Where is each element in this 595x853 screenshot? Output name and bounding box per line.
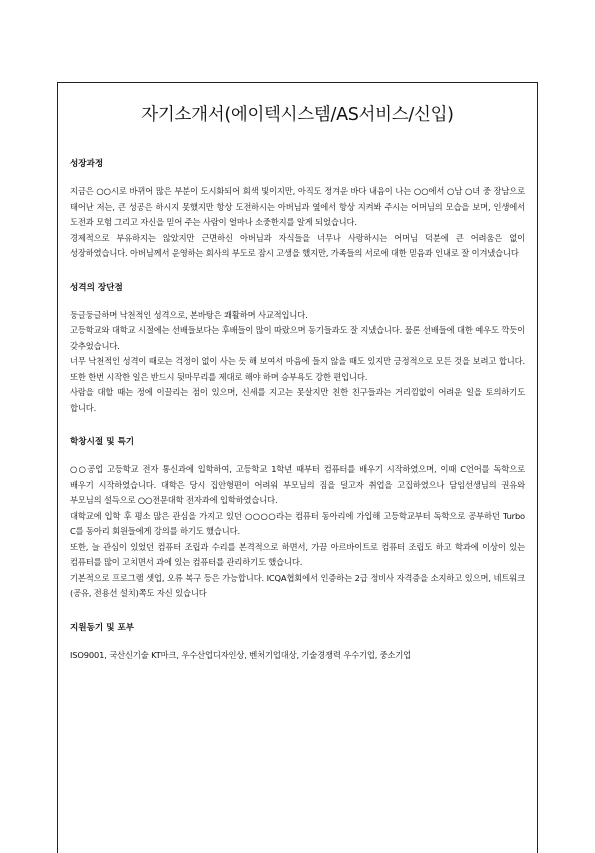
section-heading: 성격의 장단점 <box>70 282 123 293</box>
section-heading: 학창시절 및 특기 <box>70 437 135 447</box>
paragraph: 경제적으로 부유하지는 않았지만 근면하신 아버님과 자식들을 너무나 사랑하시는 어머님 덕분에 큰 어려움은 없이 성장하였습니다. 아버님께서 운영하는 회사의 부도로 잠시 고생을 했지만, 가족들의 서로에 대한 믿음과 인내로 잘 이겨냈습니다 <box>70 232 525 258</box>
paragraph: 고등학교와 대학교 시절에는 선배들보다는 후배들이 많이 따랐으며 동기들과도 잘 지냈습니다. 물론 선배들에 대한 예우도 깍듯이 갖추었습니다. <box>70 325 525 351</box>
paragraph: 너무 낙천적인 성격이 때로는 걱정이 없이 사는 듯 해 보여서 마음에 들지 않을 때도 있지만 긍정적으로 모든 것을 보려고 합니다. 또한 한번 시작한 일은 반드시 뒷마무리를 제대로 해야 하며 승부욕도 강한 편입니다. <box>70 356 525 382</box>
section-personality <box>70 282 525 417</box>
document-title: 자기소개서(에이텍시스템/AS서비스/신입) <box>141 105 454 125</box>
paragraph: 둥글둥글하며 낙천적인 성격으로, 본바탕은 쾌활하며 사교적입니다. <box>70 309 308 320</box>
paragraph: 사람을 대할 때는 정에 이끌리는 점이 있으며, 신세를 지고는 못살지만 친한 친구들과는 거리낌없이 어려운 일을 토의하기도 합니다. <box>70 387 525 413</box>
section-school-days <box>70 436 525 602</box>
paragraph: 지금은 ○○시로 바뀌어 많은 부분이 도시화되어 회색 빛이지만, 아직도 정겨운 바다 내음이 나는 ○○에서 ○남 ○녀 중 장남으로 태어난 저는, 큰 성공은 하시지 못했지만 항상 도전하시는 아버님과 옆에서 항상 지켜봐 주시는 어머님의 모습을 보며, 인생에서 도전과 모험 그리고 자신을 믿어 주는 사람이 얼마나 소중한지를 알게 되었습니다. <box>70 186 525 227</box>
paragraph: 또한, 늘 관심이 있었던 컴퓨터 조립과 수리를 본격적으로 하면서, 가끔 아르바이트로 컴퓨터 조립도 하고 학과에 이상이 있는 컴퓨터를 많이 고치면서 과에 있는 컴퓨터를 관리하기도 했습니다. <box>70 541 525 567</box>
paragraph: ○○공업 고등학교 전자 통신과에 입학하여, 고등학교 1학년 때부터 컴퓨터를 배우기 시작하였으며, 이때 C언어를 독학으로 배우기 시작하였습니다. 대학은 당시 집안형편이 어려워 부모님의 짐을 덜고자 취업을 고집하였으나 담임선생님의 권유와 부모님의 설득으로 ○○전문대학 전자과에 입학하였습니다. <box>70 464 525 505</box>
section-heading: 성장과정 <box>70 159 104 169</box>
paragraph: 대학교에 입학 후 평소 많은 관심을 가지고 있던 ○○○○라는 컴퓨터 동아리에 가입해 고등학교부터 독학으로 공부하던 Turbo C를 동아리 회원들에게 강의를 하기도 했습니다. <box>70 510 525 536</box>
document-body <box>70 158 525 663</box>
section-growth <box>70 158 525 262</box>
paragraph: ISO9001, 국산신기술 KT마크, 우수산업디자인상, 벤처기업대상, 기술경쟁력 우수기업, 중소기업 <box>70 649 412 660</box>
section-motivation <box>70 622 525 664</box>
section-heading: 지원동기 및 포부 <box>70 622 135 633</box>
document-frame <box>57 82 538 853</box>
paragraph: 기본적으로 프로그램 셋업, 오류 복구 등은 가능합니다. ICQA협회에서 인증하는 2급 정비사 자격증을 소지하고 있으며, 네트워크(공유, 전용선 설치)쪽도 자신 있습니다 <box>70 572 525 598</box>
